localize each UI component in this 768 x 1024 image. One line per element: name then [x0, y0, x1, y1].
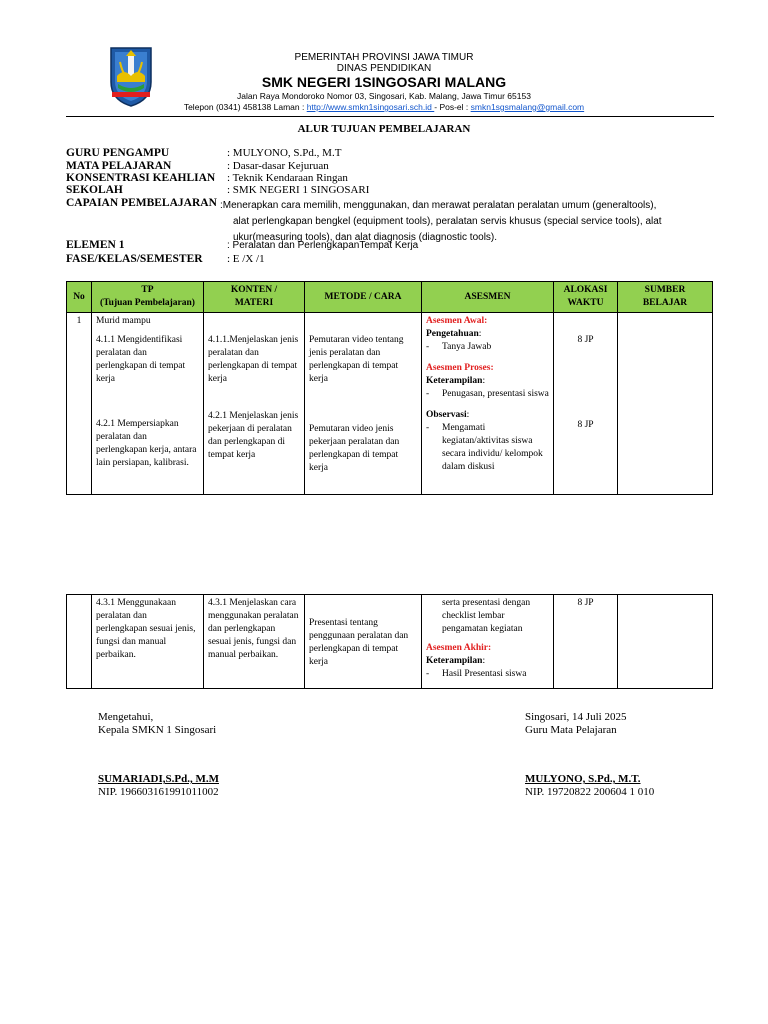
asesmen-akhir-title: Asesmen Akhir:: [426, 643, 492, 653]
cell-metode-cont: [305, 595, 422, 689]
asesmen-observasi-label: Observasi: [426, 410, 467, 420]
header-divider: [66, 116, 714, 117]
col-header-asesmen: ASESMEN: [422, 282, 554, 313]
asesmen-keterampilan-label-2: Keterampilan: [426, 656, 483, 666]
col-header-alokasi: [554, 282, 618, 313]
asesmen-continued: serta presentasi dengan checklist lembar pengamatan kegiatan: [442, 598, 531, 634]
label-sekolah: SEKOLAH: [66, 184, 123, 196]
header-contact: [0, 102, 768, 112]
col-header-konten: [204, 282, 305, 313]
document-title: ALUR TUJUAN PEMBELAJARAN: [297, 123, 471, 135]
sig-right-line2: Guru Mata Pelajaran: [525, 724, 617, 736]
capaian-line-2: alat perlengkapan bengkel (equipment tools), peralatan servis khusus (special service tools), alat: [233, 216, 662, 227]
cell-konten-cont: 4.3.1 Menjelaskan cara menggunakan peralatan dan perlengkapan sesuai jenis, fungsi dan manual perbaikan.: [204, 595, 305, 689]
header-dept-line: DINAS PENDIDIKAN: [336, 63, 432, 74]
header-gov-line: PEMERINTAH PROVINSI JAWA TIMUR: [294, 52, 474, 63]
label-guru: GURU PENGAMPU: [66, 147, 170, 159]
value-konsentrasi: : Teknik Kendaraan Ringan: [227, 172, 348, 184]
asesmen-hasil: Hasil Presentasi siswa: [442, 669, 527, 679]
konten-item-411: 4.1.1.Menjelaskan jenis peralatan dan perlengkapan di tempat kerja: [208, 335, 299, 384]
col-header-alokasi-line2: WAKTU: [567, 298, 604, 308]
cell-asesmen: Asesmen Awal: Pengetahuan: - Tanya Jawab Asesmen Proses: Keterampilan: - Penugasan, presentasi siswa Observasi: - Mengamati kegiatan/aktivitas siswa secara individu/ kelompok dalam diskusi: [422, 313, 554, 495]
cell-alokasi-cont: 8 JP: [554, 595, 618, 689]
value-fase: : E /X /1: [227, 253, 265, 265]
header-phone: Telepon (0341) 458138 Laman :: [183, 102, 307, 112]
cell-konten: [204, 313, 305, 495]
header-school-name: SMK NEGERI 1SINGOSARI MALANG: [261, 74, 507, 90]
cell-tp: [92, 313, 204, 495]
value-elemen: : Peralatan dan PerlengkapanTempat Kerja: [227, 240, 419, 251]
cell-asesmen-cont: serta presentasi dengan checklist lembar pengamatan kegiatan Asesmen Akhir: Keterampilan: - Hasil Presentasi siswa: [422, 595, 554, 689]
atp-table: [66, 281, 713, 495]
table-row: [67, 595, 713, 689]
sig-left-nip: NIP. 196603161991011002: [98, 786, 219, 798]
col-header-konten-line1: KONTEN /: [230, 285, 278, 295]
col-header-tp-line2: (Tujuan Pembelajaran): [100, 298, 195, 308]
col-header-konten-line2: MATERI: [234, 298, 274, 308]
col-header-sumber: [618, 282, 713, 313]
capaian-line-1: :Menerapkan cara memilih, menggunakan, dan merawat peralatan peralatan umum (generaltools),: [220, 200, 657, 211]
asesmen-proses-title: Asesmen Proses:: [426, 363, 494, 373]
asesmen-keterampilan-label: Keterampilan: [426, 376, 483, 386]
alokasi-item-1: 8 JP: [577, 335, 594, 345]
col-header-sumber-line2: BELAJAR: [642, 298, 688, 308]
label-capaian: CAPAIAN PEMBELAJARAN: [66, 197, 217, 209]
label-mapel: MATA PELAJARAN: [66, 160, 172, 172]
value-sekolah: : SMK NEGERI 1 SINGOSARI: [227, 184, 370, 196]
label-konsentrasi: KONSENTRASI KEAHLIAN: [66, 172, 216, 184]
capaian-text: [220, 198, 720, 246]
asesmen-pengetahuan-label: Pengetahuan: [426, 329, 479, 339]
asesmen-penugasan: Penugasan, presentasi siswa: [442, 389, 549, 399]
value-guru: : MULYONO, S.Pd., M.T: [227, 147, 342, 159]
header-email-prefix: - Pos-el :: [434, 102, 471, 112]
cell-tp-cont: 4.3.1 Menggunakaan peralatan dan perlengkapan sesuai jenis, fungsi dan manual perbaikan.: [92, 595, 204, 689]
value-mapel: : Dasar-dasar Kejuruan: [227, 160, 329, 172]
cell-sumber: [618, 313, 713, 495]
metode-item-1: Pemutaran video tentang jenis peralatan dan perlengkapan di tempat kerja: [309, 335, 404, 384]
col-header-tp-line1: TP: [141, 285, 154, 295]
konten-item-421: 4.2.1 Menjelaskan jenis pekerjaan di peralatan dan perlengkapan di tempat kerja: [208, 411, 299, 460]
alokasi-item-2: 8 JP: [577, 420, 594, 430]
website-link[interactable]: http://www.smkn1singosari.sch.id: [306, 102, 435, 112]
sig-right-name: MULYONO, S.Pd., M.T.: [525, 773, 641, 785]
signature-left: [98, 711, 219, 799]
cell-alokasi: [554, 313, 618, 495]
header-address: Jalan Raya Mondoroko Nomor 03, Singosari, Kab. Malang, Jawa Timur 65153: [237, 91, 531, 101]
sig-right-nip: NIP. 19720822 200604 1 010: [525, 786, 655, 798]
table-row: [67, 313, 713, 495]
cell-no-cont: [67, 595, 92, 689]
col-header-sumber-line1: SUMBER: [644, 285, 686, 295]
tp-item-421: 4.2.1 Mempersiapkan peralatan dan perlengkapan kerja, antara lain persiapan, kalibrasi.: [96, 419, 197, 468]
email-link[interactable]: smkn1sgsmalang@gmail.com: [470, 102, 585, 112]
tp-item-411: 4.1.1 Mengidentifikasi peralatan dan perlengkapan di tempat kerja: [96, 335, 186, 384]
atp-table-continued: [66, 594, 713, 689]
tp-intro: Murid mampu: [96, 316, 151, 326]
label-fase: FASE/KELAS/SEMESTER: [66, 253, 203, 265]
col-header-tp: [92, 282, 204, 313]
col-header-alokasi-line1: ALOKASI: [563, 285, 608, 295]
metode-item-3: Presentasi tentang penggunaan peralatan dan perlengkapan di tempat kerja: [309, 618, 409, 667]
cell-sumber-cont: [618, 595, 713, 689]
col-header-no: No: [67, 282, 92, 313]
metode-item-2: Pemutaran video jenis pekerjaan peralatan dan perlengkapan di tempat kerja: [309, 424, 400, 473]
sig-left-name: SUMARIADI,S.Pd., M.M: [98, 773, 219, 785]
cell-no: 1: [67, 313, 92, 495]
sig-right-line1: Singosari, 14 Juli 2025: [525, 711, 627, 723]
asesmen-mengamati: Mengamati kegiatan/aktivitas siswa secara individu/ kelompok dalam diskusi: [442, 423, 543, 472]
sig-left-line1: Mengetahui,: [98, 711, 154, 723]
cell-metode: [305, 313, 422, 495]
sig-left-line2: Kepala SMKN 1 Singosari: [98, 724, 217, 736]
asesmen-tanya-jawab: Tanya Jawab: [442, 342, 492, 352]
signature-right: [525, 711, 654, 799]
label-elemen: ELEMEN 1: [66, 239, 125, 251]
col-header-metode: METODE / CARA: [305, 282, 422, 313]
capaian-line-3: ukur(measuring tools), dan alat diagnosis (diagnostic tools).: [233, 232, 498, 243]
asesmen-awal-title: Asesmen Awal:: [426, 316, 488, 326]
